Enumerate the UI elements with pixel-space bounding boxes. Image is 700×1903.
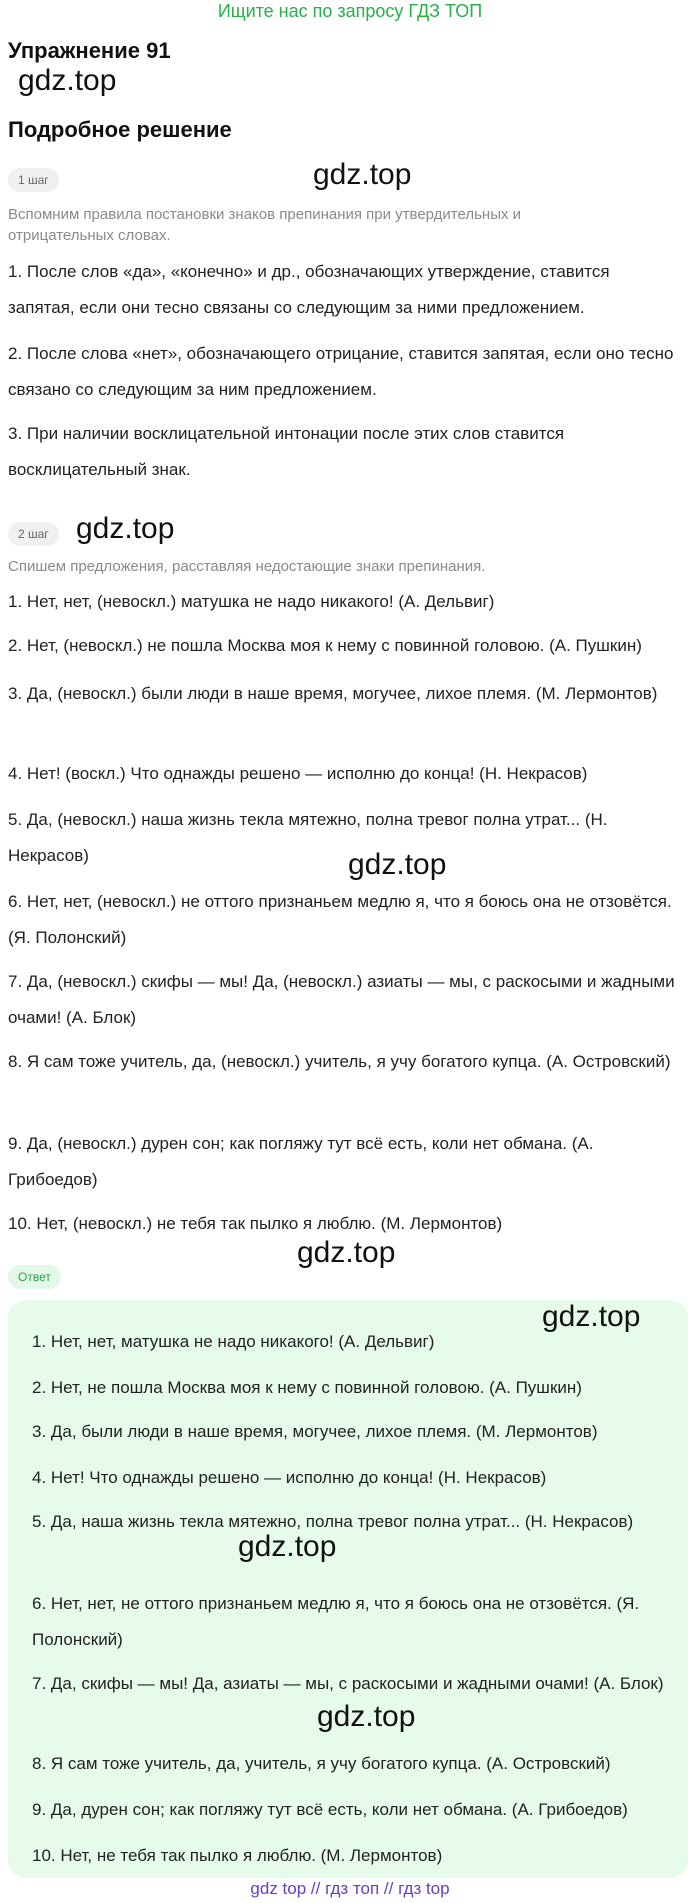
answer-item: 8. Я сам тоже учитель, да, учитель, я учу богатого купца. (А. Островский) — [32, 1754, 611, 1773]
sentence-item: 6. Нет, нет, (невоскл.) не оттого признаньем медлю я, что я боюсь она не отзовётся. (Я. Полонский) — [8, 892, 672, 947]
answer-item: 3. Да, были люди в наше время, могучее, лихое племя. (М. Лермонтов) — [32, 1422, 598, 1441]
solution-title: Подробное решение — [8, 117, 232, 142]
watermark: gdz.top — [76, 512, 175, 545]
sentence-item: 5. Да, (невоскл.) наша жизнь текла мятежно, полна тревог полна утрат... (Н. Некрасов) — [8, 810, 608, 865]
answer-item: 9. Да, дурен сон; как погляжу тут всё есть, коли нет обмана. (А. Грибоедов) — [32, 1800, 628, 1819]
footer-links[interactable]: gdz top // гдз топ // гдз top — [250, 1879, 450, 1898]
rule-item: 1. После слов «да», «конечно» и др., обозначающих утверждение, ставится запятая, если они тесно связаны со следующим за ними предложением. — [8, 262, 610, 317]
sentence-item: 3. Да, (невоскл.) были люди в наше время, могучее, лихое племя. (М. Лермонтов) — [8, 684, 658, 703]
step-2-hint: Спишем предложения, расставляя недостающие знаки препинания. — [8, 558, 486, 575]
sentence-item: 1. Нет, нет, (невоскл.) матушка не надо никакого! (А. Дельвиг) — [8, 592, 495, 611]
answer-item: 10. Нет, не тебя так пылко я люблю. (М. Лермонтов) — [32, 1846, 443, 1865]
exercise-title: Упражнение 91 — [8, 38, 171, 63]
rule-item: 3. При наличии восклицательной интонации после этих слов ставится восклицательный знак. — [8, 424, 565, 479]
answer-item: 4. Нет! Что однажды решено — исполню до конца! (Н. Некрасов) — [32, 1468, 547, 1487]
step-1-badge: 1 шаг — [8, 168, 59, 192]
step-2-badge: 2 шаг — [8, 522, 59, 546]
rule-item: 2. После слова «нет», обозначающего отрицание, ставится запятая, если оно тесно связано со следующим за ним предложением. — [8, 344, 674, 399]
answer-item: 1. Нет, нет, матушка не надо никакого! (А. Дельвиг) — [32, 1332, 435, 1351]
sentence-item: 8. Я сам тоже учитель, да, (невоскл.) учитель, я учу богатого купца. (А. Островский) — [8, 1052, 671, 1071]
watermark: gdz.top — [238, 1530, 337, 1563]
answer-item: 2. Нет, не пошла Москва моя к нему с повинной головою. (А. Пушкин) — [32, 1378, 582, 1397]
watermark: gdz.top — [18, 64, 117, 97]
answer-badge: Ответ — [8, 1265, 61, 1289]
watermark: gdz.top — [297, 1236, 396, 1269]
watermark: gdz.top — [542, 1300, 641, 1333]
sentence-item: 10. Нет, (невоскл.) не тебя так пылко я люблю. (М. Лермонтов) — [8, 1214, 503, 1233]
sentence-item: 2. Нет, (невоскл.) не пошла Москва моя к нему с повинной головою. (А. Пушкин) — [8, 636, 642, 655]
sentence-item: 9. Да, (невоскл.) дурен сон; как погляжу тут всё есть, коли нет обмана. (А. Грибоедов) — [8, 1134, 594, 1189]
watermark: gdz.top — [348, 848, 447, 881]
sentence-item: 4. Нет! (воскл.) Что однажды решено — исполню до конца! (Н. Некрасов) — [8, 764, 588, 783]
answer-item: 6. Нет, нет, не оттого признаньем медлю я, что я боюсь она не отзовётся. (Я. Полонский) — [32, 1594, 640, 1649]
step-1-hint: Вспомним правила постановки знаков препинания при утвердительных и отрицательных словах. — [8, 206, 522, 244]
watermark: gdz.top — [317, 1700, 416, 1733]
answer-item: 5. Да, наша жизнь текла мятежно, полна тревог полна утрат... (Н. Некрасов) — [32, 1512, 634, 1531]
answer-item: 7. Да, скифы — мы! Да, азиаты — мы, с раскосыми и жадными очами! (А. Блок) — [32, 1674, 664, 1693]
sentence-item: 7. Да, (невоскл.) скифы — мы! Да, (невоскл.) азиаты — мы, с раскосыми и жадными очами! (А. Блок) — [8, 972, 675, 1027]
search-banner: Ищите нас по запросу ГДЗ ТОП — [217, 1, 483, 21]
watermark: gdz.top — [313, 158, 412, 191]
